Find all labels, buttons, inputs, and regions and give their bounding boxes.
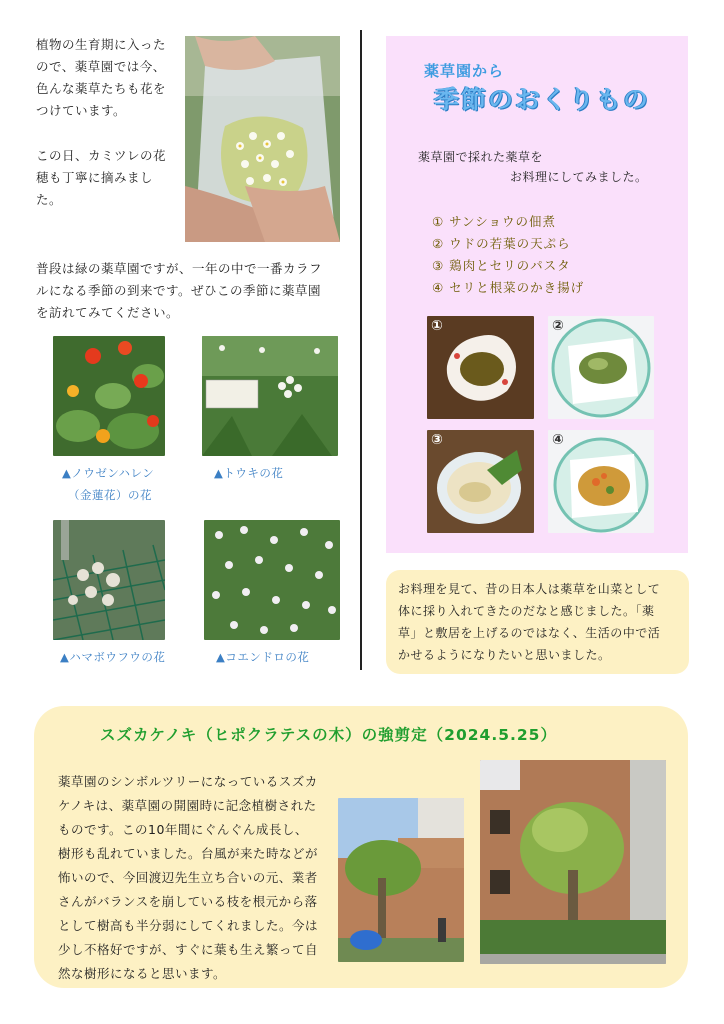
column-divider	[360, 30, 362, 670]
dish-photo-tag-3: ③	[431, 432, 443, 448]
hamabofu-photo	[53, 520, 165, 640]
dish-photo-4	[548, 430, 654, 533]
dish-photo-tag-1: ①	[431, 318, 443, 334]
coriander-photo	[204, 520, 340, 640]
dish-photo-1	[427, 316, 534, 419]
intro-text: 植物の生育期に入った ので、薬草園では今、 色んな薬草たちも花を つけています。	[36, 37, 167, 118]
dish-item-4: ④ セリと根菜のかき揚げ	[432, 280, 585, 295]
dish-photo-2	[548, 316, 654, 419]
panel-intro-2: お料理にしてみました。	[510, 170, 648, 184]
dish-photo-tag-4: ④	[552, 432, 564, 448]
pruning-text: 薬草園のシンボルツリーになっているスズカ ケノキは、薬草園の開園時に記念植樹された ものです。この10年間にぐんぐん成長し、 樹形も乱れていました。台風が来た時などが 怖いので、今回渡辺先生立ち合いの元、業者 さんがバランスを崩している枝を根元から落 として樹高も半分弱にしてくれました。今は 少し不格好ですが、すぐに葉も生え繁って自 然な樹形になると思います。	[58, 774, 319, 981]
dish-photo-3	[427, 430, 534, 533]
caption-nasturtium: ▲ノウゼンハレン （金蓮花）の花	[62, 466, 155, 502]
caption-touki: ▲トウキの花	[214, 466, 284, 480]
caption-hamabofu: ▲ハマボウフウの花	[60, 650, 166, 664]
chamomile-harvest-photo	[185, 36, 340, 242]
dish-item-2: ② ウドの若葉の天ぷら	[432, 236, 571, 251]
touki-photo	[202, 336, 338, 456]
visit-paragraph: 普段は緑の薬草園ですが、一年の中で一番カラフ ルになる季節の到来です。ぜひこの季節に薬草園 を訪れてみてください。	[36, 261, 323, 320]
impression-note: お料理を見て、昔の日本人は薬草を山菜として 体に採り入れてきたのだなと感じました。「薬 草」と敷居を上げるのではなく、生活の中で活 かせるようになりたいと思いました。	[386, 570, 689, 674]
caption-coriander: ▲コエンドロの花	[216, 650, 310, 664]
panel-kicker: 薬草園から	[424, 62, 505, 80]
dish-photo-tag-2: ②	[552, 318, 564, 334]
pruning-title: スズカケノキ（ヒポクラテスの木）の強剪定（2024.5.25）	[100, 726, 557, 744]
dish-item-3: ③ 鶏肉とセリのパスタ	[432, 258, 571, 273]
nasturtium-photo	[53, 336, 165, 456]
pruning-photo-2	[480, 760, 666, 964]
pruning-photo-1	[338, 798, 464, 962]
dish-item-1: ① サンショウの佃煮	[432, 214, 556, 229]
harvest-text: この日、カミツレの花 穂も丁寧に摘みまし た。	[36, 148, 167, 207]
panel-intro-1: 薬草園で採れた薬草を	[418, 150, 544, 164]
panel-title: 季節のおくりもの	[434, 85, 651, 114]
